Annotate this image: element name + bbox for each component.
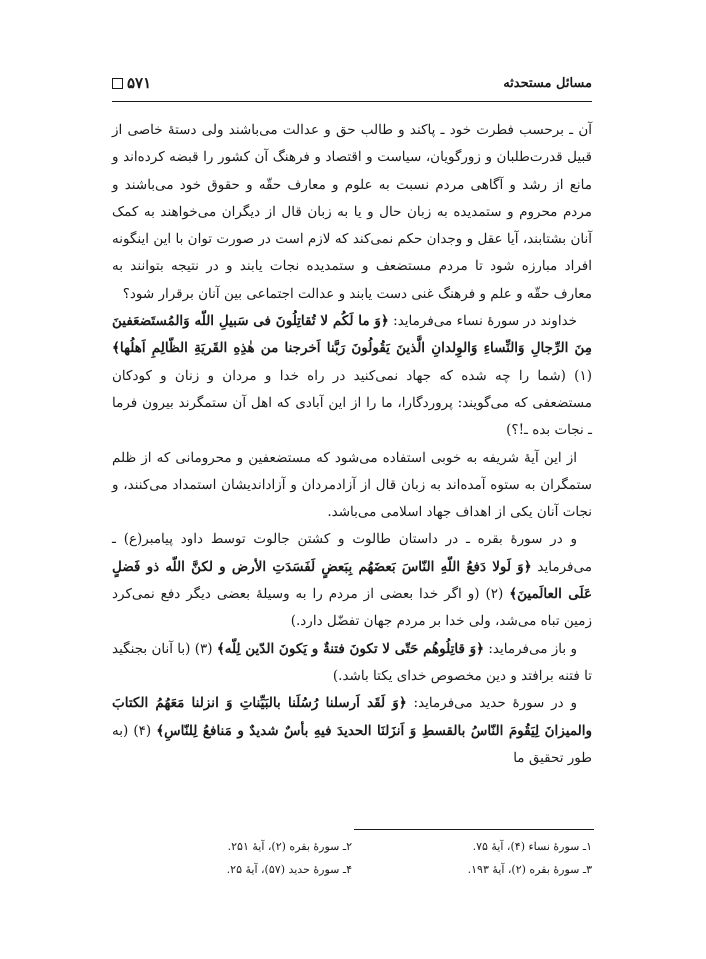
footnote-2: ۲ـ سورهٔ بقره (۲)، آیهٔ ۲۵۱. bbox=[227, 840, 352, 853]
square-icon bbox=[112, 78, 123, 89]
paragraph bbox=[112, 117, 592, 308]
quran-verse: ﴿وَ لَولا دَفعُ اللّهِ النّاسَ بَعضَهُم بِبَعضٍ لَفَسَدَتِ الأرض و لکنَّ اللّه ذو فَضلٍ عَلَی العالَمینَ﴾ bbox=[112, 558, 593, 603]
paragraph-text: (۴) (به طور تحقیق ما bbox=[112, 722, 592, 766]
running-header bbox=[112, 74, 592, 96]
quran-verse: ﴿وَ لَقَد اَرسلنا رُسُلَنا بالبَیِّناتِ وَ انزلنا مَعَهُمُ الکتابَ والمیزانَ لِیَقُومَ النّاسُ بالقسطِ وَ اَنزَلنَا الحدیدَ فیهِ بأسٌ شدیدٌ و مَنافعُ لِلنّاسِ﴾ bbox=[112, 695, 593, 739]
footnote-divider bbox=[354, 829, 594, 830]
body-text bbox=[112, 117, 592, 772]
paragraph-text: آن ـ برحسب فطرت خود ـ پاکند و طالب حق و عدالت می‌باشند ولی دستهٔ خاصی از قبیل قدرت‌طلبان و زورگویان، سیاست و اقتصاد و فرهنگ آن کشور را قبضه کرده‌اند و مانع از رشد و آگاهی مردم نسبت به علوم و معارف حقّه و حقوق خود می‌باشند و مردم محروم و ستمدیده به زبان حال و یا به زبان قال از دیگران می‌خواهند به کمک آنان بشتابند، آیا عقل و وجدان حکم نمی‌کند که لازم است در صورت توان با این اینگونه افراد مبارزه شود تا مردم مستضعف و ستمدیده نجات یابند و در نتیجه بتوانند به معارف حقّه و علم و فرهنگ غنی دست یابند و عدالت اجتماعی بین آنان برقرار شود؟ bbox=[112, 122, 592, 302]
paragraph bbox=[112, 636, 592, 691]
footnote-row bbox=[112, 835, 592, 858]
footnotes bbox=[112, 835, 592, 881]
header-divider bbox=[112, 101, 592, 102]
header-title: مسائل مستحدثه bbox=[503, 76, 592, 91]
footnote-row bbox=[112, 858, 592, 881]
quran-verse: ﴿وَ قاتِلُوهُم حَتّی لا تکونَ فتنةٌ و یَکونَ الدّین لِلّه﴾ bbox=[216, 640, 485, 657]
footnote-1: ۱ـ سورهٔ نساء (۴)، آیهٔ ۷۵. bbox=[472, 840, 592, 853]
paragraph-text: (۱) (شما را چه شده که جهاد نمی‌کنید در راه خدا و مردان و زنان و کودکان مستضعفی که می‌گویند: پروردگارا، ما را از این آبادی که اهل آن ستمگرند بیرون فرما ـ نجات بده ـ!؟) bbox=[112, 367, 592, 439]
paragraph bbox=[112, 526, 592, 635]
paragraph-text: (۲) (و اگر خدا بعضی از مردم را به وسیلهٔ بعضی دیگر دفع نمی‌کرد زمین تباه می‌شد، ولی خدا بر مردم جهان تفضّل دارد.) bbox=[112, 586, 592, 630]
paragraph-text: خداوند در سورهٔ نساء می‌فرماید: bbox=[388, 313, 577, 330]
page-number-value: ۵۷۱ bbox=[127, 74, 152, 92]
paragraph bbox=[112, 445, 592, 527]
paragraph bbox=[112, 308, 592, 444]
page-number bbox=[112, 74, 151, 92]
footnote-4: ۴ـ سورهٔ حدید (۵۷)، آیهٔ ۲۵. bbox=[226, 863, 352, 876]
footnote-3: ۳ـ سورهٔ بقره (۲)، آیهٔ ۱۹۳. bbox=[467, 863, 592, 876]
paragraph-text: و باز می‌فرماید: bbox=[484, 640, 577, 657]
paragraph-text: (۳) (با آنان بجنگید تا فتنه برافتد و دین مخصوص خدای یکتا باشد.) bbox=[112, 640, 592, 684]
quran-verse: ﴿وَ ما لَکُم لا تُقاتِلُونَ فی سَبیلِ اللّه وَالمُستَضعَفینَ مِنَ الرِّجالِ وَالنِّساءِ وَالوِلدانِ الَّذینَ یَقُولُونَ رَبَّنا اَخرجنا من هٰذِهِ القَریَةِ الظّالِمِ اَهلُها﴾ bbox=[112, 313, 592, 357]
paragraph bbox=[112, 690, 592, 772]
paragraph-text: و در سورهٔ بقره ـ در داستان طالوت و کشتن جالوت توسط داود پیامبر(ع) ـ می‌فرماید bbox=[112, 531, 592, 575]
paragraph-text: از این آیهٔ شریفه به خوبی استفاده می‌شود که مستضعفین و محرومانی که از ظلم ستمگران به ستوه آمده‌اند به زبان قال از آزادمردان و آزاداندیشان استمداد می‌کنند، و نجات آنان یکی از اهداف جهاد اسلامی می‌باشد. bbox=[112, 449, 592, 521]
paragraph-text: و در سورهٔ حدید می‌فرماید: bbox=[406, 695, 577, 712]
